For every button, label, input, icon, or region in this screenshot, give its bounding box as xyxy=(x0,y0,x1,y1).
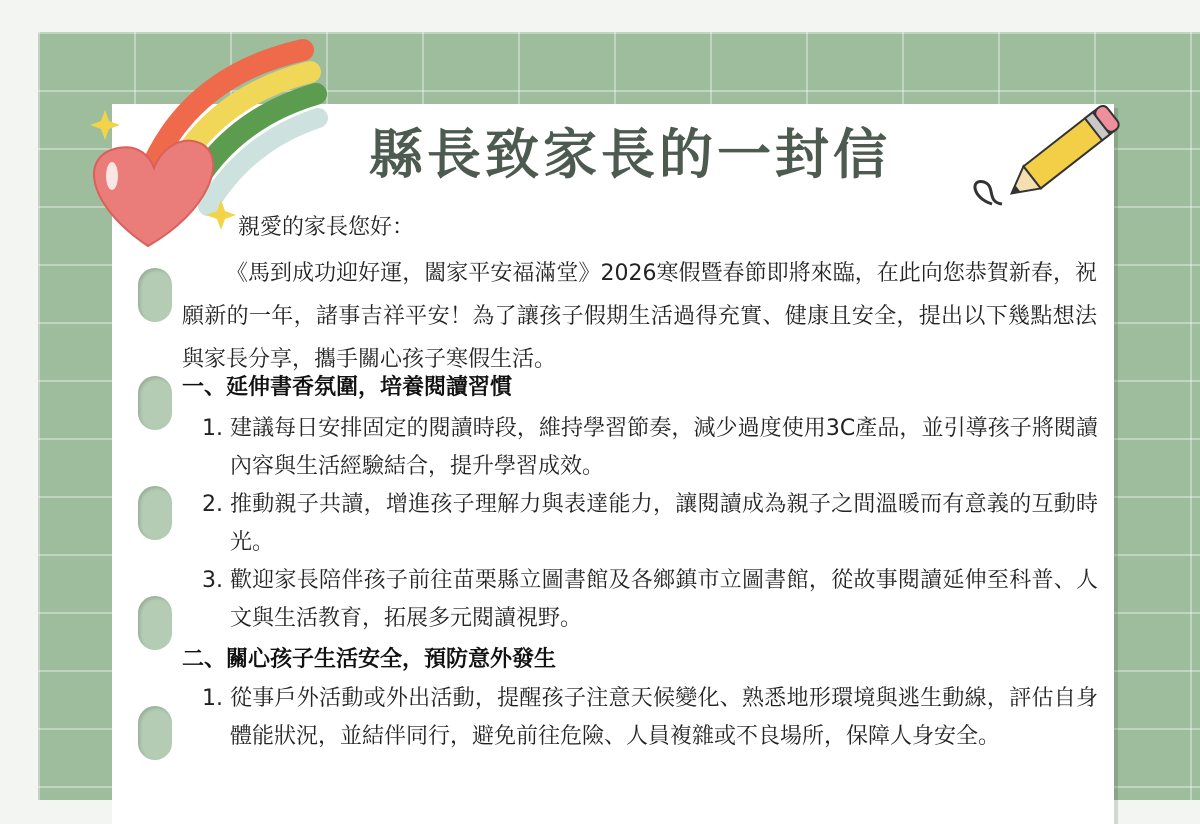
item-number: 1. xyxy=(202,416,223,441)
item-number: 1. xyxy=(202,686,223,711)
section-heading-safety: 二、關心孩子生活安全，預防意外發生 xyxy=(182,647,557,672)
intro-paragraph: 《馬到成功迎好運，闔家平安福滿堂》2026寒假暨春節即將來臨，在此向您恭賀新春，祝願新的一年，諸事吉祥平安！為了讓孩子假期生活過得充實、健康且安全，提出以下幾點想法與家長分享，攜手關心孩子寒假生活。 xyxy=(182,261,1097,372)
binder-hole xyxy=(138,268,172,322)
item-number: 2. xyxy=(202,492,223,517)
item-text: 推動親子共讀，增進孩子理解力與表達能力，讓閱讀成為親子之間溫暖而有意義的互動時光。 xyxy=(230,492,1098,555)
list-item xyxy=(200,486,1098,562)
safety-list xyxy=(200,680,1098,756)
item-text: 歡迎家長陪伴孩子前往苗栗縣立圖書館及各鄉鎮市立圖書館，從故事閱讀延伸至科普、人文與生活教育，拓展多元閱讀視野。 xyxy=(230,568,1098,631)
binder-hole xyxy=(138,376,172,430)
list-item xyxy=(200,410,1098,486)
item-text: 建議每日安排固定的閱讀時段，維持學習節奏，減少過度使用3C產品，並引導孩子將閱讀內容與生活經驗結合，提升學習成效。 xyxy=(230,416,1098,479)
item-text: 從事戶外活動或外出活動，提醒孩子注意天候變化、熟悉地形環境與逃生動線，評估自身體能狀況，並結伴同行，避免前往危險、人員複雜或不良場所，保障人身安全。 xyxy=(230,686,1098,749)
greeting: 親愛的家長您好： xyxy=(238,215,415,240)
letter-title: 縣長致家長的一封信 xyxy=(369,123,891,186)
binder-hole xyxy=(138,486,172,540)
section-heading-reading: 一、延伸書香氛圍，培養閱讀習慣 xyxy=(182,375,513,400)
star-icon xyxy=(204,198,238,232)
item-number: 3. xyxy=(202,568,223,593)
binder-hole xyxy=(138,596,172,650)
list-item xyxy=(200,680,1098,756)
list-item xyxy=(200,562,1098,638)
star-icon xyxy=(88,108,122,142)
reading-list xyxy=(200,410,1098,638)
binder-hole xyxy=(138,706,172,760)
